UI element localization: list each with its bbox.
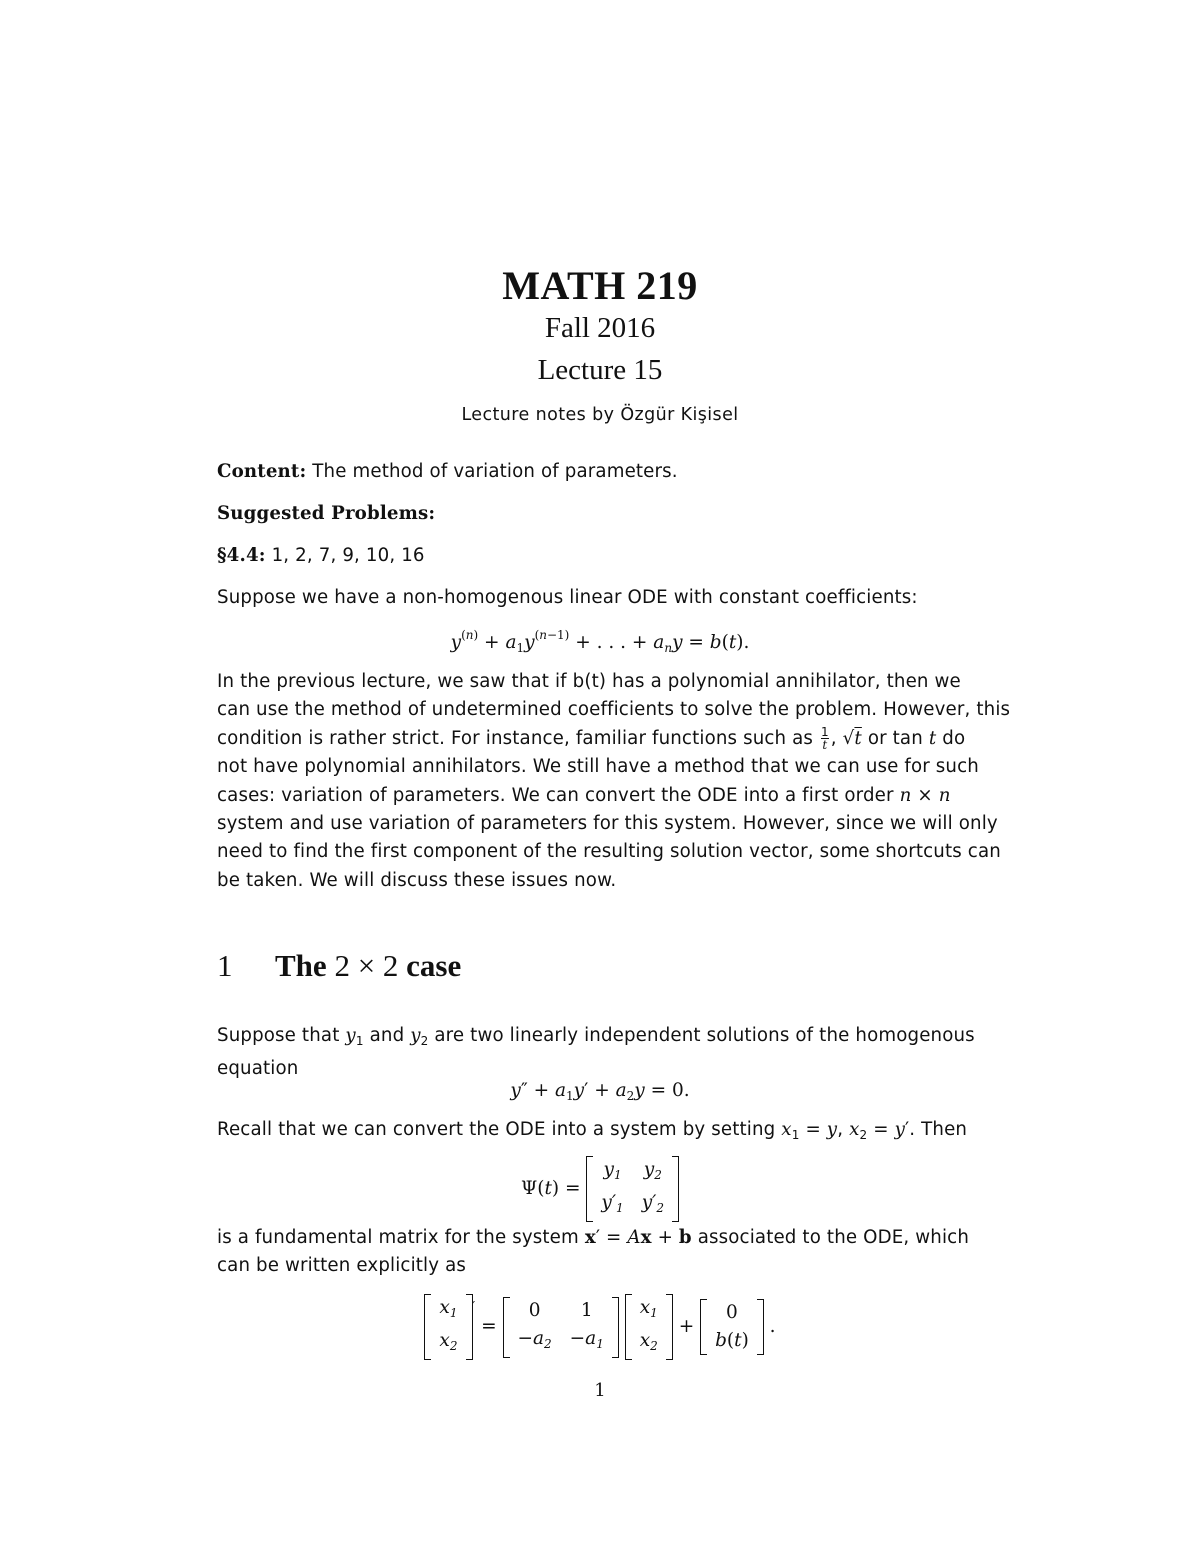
text-line: is a fundamental matrix for the system x′ = Ax + b associated to the ODE, which bbox=[217, 1227, 970, 1248]
lecture-subtitle: Lecture 15 bbox=[537, 354, 663, 386]
text-line: equation bbox=[217, 1058, 299, 1080]
coefficient-matrix: 0 1 $-a_2$ $-a_1$ bbox=[503, 1297, 619, 1358]
text-line: condition is rather strict. For instance, familiar functions such as $\frac{1}{t}$ , √t or tan t do bbox=[217, 725, 966, 753]
psi-matrix: $y_1$ $y_2$ $y'_1$ $y'_2$ bbox=[586, 1156, 679, 1222]
author-line: Lecture notes by Özgür Kişisel bbox=[461, 405, 739, 425]
problem-list bbox=[217, 542, 1051, 570]
x-vector: $x_1$ $x_2$ bbox=[424, 1294, 472, 1360]
text-line: cases: variation of parameters. We can convert the ODE into a first order n × n bbox=[217, 784, 951, 806]
text-line: be taken. We will discuss these issues now. bbox=[217, 869, 617, 891]
text-line: system and use variation of parameters for this system. However, since we will only bbox=[217, 813, 998, 835]
intro-paragraph-2 bbox=[217, 668, 1051, 895]
x-vector-rhs: $x_1$ $x_2$ bbox=[625, 1294, 673, 1360]
text-line: not have polynomial annihilators. We still have a method that we can use for such bbox=[217, 756, 979, 778]
section-paragraph-1 bbox=[217, 1022, 1051, 1084]
section-paragraph-3 bbox=[217, 1224, 1051, 1281]
section-heading: 1 The 2 × 2 case bbox=[217, 948, 462, 983]
ode-equation: $y^{(n)} + a_1y^{(n-1)}$ + . . . + $a_ny = b(t)$. bbox=[450, 628, 750, 655]
content-text: The method of variation of parameters. bbox=[312, 461, 678, 482]
suggested-problems-heading bbox=[217, 500, 1051, 528]
fraction-one-over-t: $\frac{1}{t}$ bbox=[821, 725, 829, 753]
term-subtitle: Fall 2016 bbox=[544, 312, 656, 344]
text-line: can be written explicitly as bbox=[217, 1255, 467, 1277]
problem-numbers: 1, 2, 7, 9, 10, 16 bbox=[271, 545, 425, 566]
homogeneous-equation: $y'' + a_1y' + a_2y = 0$. bbox=[510, 1080, 690, 1103]
section-paragraph-2: Recall that we can convert the ODE into a system by setting $x_1 = y$, $x_2 = y'$. Then bbox=[217, 1119, 968, 1142]
section-ref: §4.4: bbox=[217, 545, 266, 566]
fundamental-matrix-equation: Ψ(t) = $y_1$ $y_2$ $y'_1$ $y'_2$ bbox=[0, 1156, 1200, 1222]
suggested-label: Suggested Problems: bbox=[217, 503, 436, 524]
content-label: Content: bbox=[217, 461, 307, 482]
course-title: MATH 219 bbox=[502, 263, 698, 308]
section-number: 1 bbox=[217, 948, 233, 983]
content-line bbox=[217, 458, 1051, 486]
forcing-vector: 0 b(t) bbox=[700, 1299, 764, 1355]
intro-paragraph-1: Suppose we have a non-homogenous linear ODE with constant coefficients: bbox=[217, 587, 918, 608]
text-line: Suppose that $y_1$ and $y_2$ are two linearly independent solutions of the homogenous bbox=[217, 1025, 975, 1048]
page-number: 1 bbox=[594, 1380, 606, 1401]
text-line: need to find the first component of the resulting solution vector, some shortcuts can bbox=[217, 841, 1001, 863]
text-line: In the previous lecture, we saw that if b(t) has a polynomial annihilator, then we bbox=[217, 671, 961, 692]
text-line: can use the method of undetermined coefficients to solve the problem. However, this bbox=[217, 699, 1011, 721]
system-matrix-equation: $x_1$ $x_2$ ′ = 0 1 $-a_2$ $-a_1$ $x_1$ $x_2$ + 0 b(t) . bbox=[0, 1294, 1200, 1360]
